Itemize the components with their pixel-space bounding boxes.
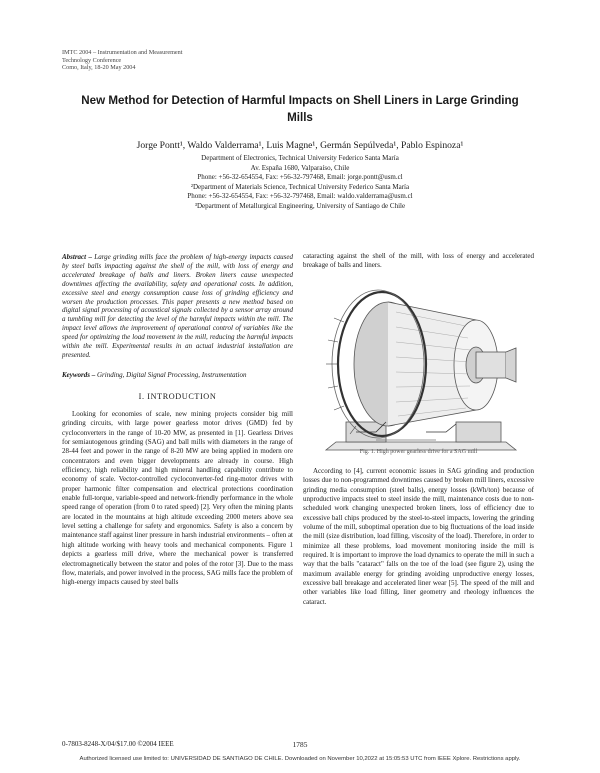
author-list: Jorge Pontt¹, Waldo Valderrama¹, Luis Magne¹, Germán Sepúlveda¹, Pablo Espinoza¹ [136, 140, 464, 151]
figure-caption: Fig. 1. High power gearless drive for a SAG mill [359, 449, 478, 455]
affiliation-line: Phone: +56-32-654554, Fax: +56-32-797468, Email: jorge.pontt@usm.cl [197, 173, 403, 182]
license-notice: Authorized licensed use limited to: UNIVERSIDAD DE SANTIAGO DE CHILE. Downloaded on November 10,2022 at 15:05:53 UTC from IEEE Xplore. Restrictions apply. [79, 756, 521, 762]
affiliation-line: Department of Electronics, Technical University Federico Santa María [201, 154, 399, 162]
keywords [62, 371, 293, 380]
abstract [62, 253, 293, 360]
keywords-label: Keywords – [62, 371, 96, 379]
mill-drive-figure [316, 282, 526, 458]
affiliation-line: Phone: +56-32-654554, Fax: +56-32-797468, Email: waldo.valderrama@usm.cl [187, 192, 413, 201]
affiliation-line: Av. España 1680, Valparaíso, Chile [250, 163, 350, 172]
conference-line: Como, Italy, 18-20 May 2004 [62, 64, 136, 72]
introduction-body [62, 410, 293, 588]
conference-line: IMTC 2004 – Instrumentation and Measurement [62, 49, 183, 56]
affiliation-line: ²Department of Materials Science, Technical University Federico Santa María [190, 182, 410, 191]
keywords-text: Grinding, Digital Signal Processing, Instrumentation [97, 371, 247, 379]
conference-line: Technology Conference [62, 56, 122, 64]
conference-header [62, 49, 182, 72]
paper-title: New Method for Detection of Harmful Impacts on Shell Liners in Large Grinding Mills [81, 94, 519, 124]
copyright-line: 0-7803-8248-X/04/$17.00 ©2004 IEEE [62, 740, 174, 748]
right-column-continuation: cataracting against the shell of the mill, with loss of energy and accelerated breakage of balls and liners. [303, 252, 534, 270]
affiliation-line: ³Department of Metallurgical Engineering, University of Santiago de Chile [194, 201, 406, 210]
affiliations [70, 154, 530, 212]
page-number: 1785 [292, 740, 308, 749]
paragraph: According to [4], current economic issues in SAG grinding and production losses due to non-programmed downtimes caused by broken mill liners, excessive grinding media consumption (steel balls), energy losses (kWh/ton) because of unproductive impacts steel to steel inside the mill, maintenance costs due to non-scheduled work changing unexpected broken liners, loss of efficiency due to excessive ball chips produced by the steel-to-steel impacts, lowering the grinding volume of the mill, suboptimal operation due to big fluctuations of the load inside the mill (size distribution, load filling, viscosity of the load). Therefore, in order to minimize all these problems, load movement monitoring inside the mill is required. It is important to improve the load dynamics to operate the mill in such a way that the balls "cataract" falls on the toe of the load (see figure 2), using the maximum available energy for grinding avoiding unproductive energy losses, excessive ball breakage and accelerated liner wear [5]. The speed of the mill and other variables like load filling, liner geometry and rheology influences the cataract. [303, 467, 535, 606]
abstract-label: Abstract – [62, 253, 92, 261]
right-column-body [303, 467, 534, 607]
section-heading: I. INTRODUCTION [138, 392, 217, 401]
abstract-text: Large grinding mills face the problem of high-energy impacts caused by steel balls impacting against the shell of the mill, with loss of energy and accelerated breakage of balls and liners. Broken liners cause unexpected downtimes affecting the availability, safety and operational costs. In addition, excessive steel and energy consumption cause loss of grinding efficiency and worsen the production processes. This paper presents a new method based on digital signal processing of acoustical signals collected by a sensor array around a tumbling mill for detecting the level of the harmful impacts within the mill. The impact level allows the improvement of operational control of variables like the speed for optimizing the load movement in the mill, reducing the harmful impacts within the mill. Experimental results in an actual industrial installation are presented. [62, 253, 293, 359]
paragraph: Looking for economies of scale, new mining projects consider big mill grinding circuits, with large power gearless motor drives (GMD) fed by cycloconverters in the range of 10-20 MW, as presented in [1]. Gearless Drives for semiautogenous grinding (SAG) and ball mills with diameters in the range of 28-44 feet and power in the range of 8-20 MW are being applied in modern ore concentrators and even bigger developments are already in course. High efficiency, high reliability and high mineral handling capability contribute to economy of scale. Vector-controlled cycloconverter-fed ring-motor drives with proper harmonic filter compensation and electrical protections coordination enable full-torque, variable-speed and network-friendly performance in the whole speed range of operation (from 0 to rated speed) [2]. Very often the mining plants are located in the mountains at high altitude exceeding 2000 meters above sea level setting a challenge for safety and ergonomics. Safety is also a concern by maintenance staff against liner pressure in harsh industrial environments – often at high altitude working with heavy tools and mechanical components. Figure 1 depicts a gearless mill drive, where the mechanical power is transferred electromagnetically between the stator and poles of the rotor [3]. Due to the mass flow, materials, and power involved in the process, SAG mills face the problem of high-energy impacts caused by steel balls [62, 410, 293, 587]
